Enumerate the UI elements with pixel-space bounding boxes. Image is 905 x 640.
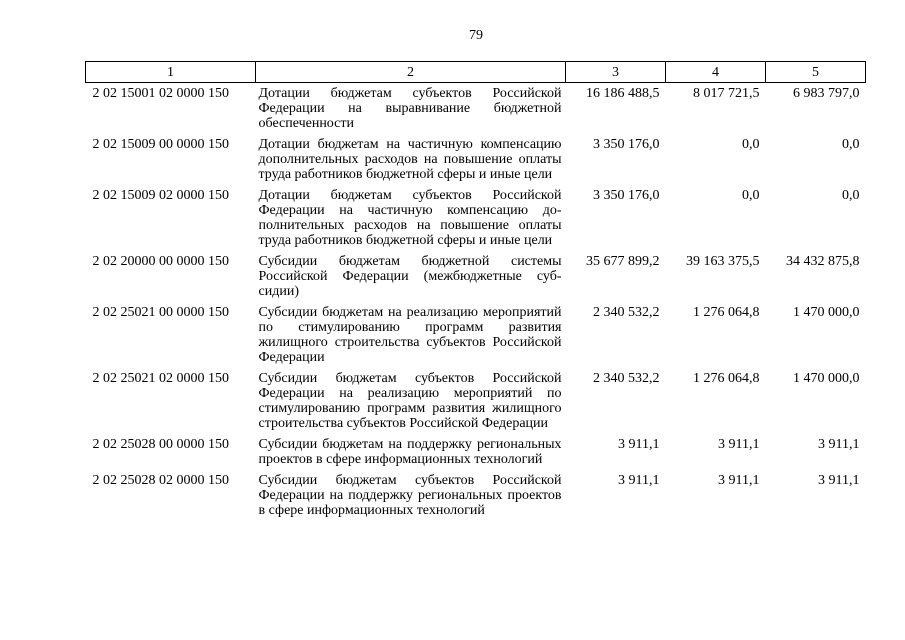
column-header-3: 3	[566, 62, 666, 83]
table-row	[86, 368, 866, 434]
income-name: Дотации бюджетам на частичную компенсацию дополнительных расходов на повышение оплаты труда работников бюджетной сферы и иные цели	[258, 137, 562, 182]
table-row	[86, 251, 866, 302]
income-name: Субсидии бюджетам бюджетной системы Российской Федерации (межбюджетные субсидии)	[258, 254, 562, 299]
table-row	[86, 470, 866, 521]
amount-col-4: 0,0	[742, 188, 760, 203]
amount-col-3: 2 340 532,2	[593, 305, 660, 320]
income-name: Субсидии бюджетам субъектов Российской Федерации на поддержку региональных проектов в сфере информационных технологий	[258, 473, 562, 518]
budget-code: 2 02 25028 00 0000 150	[92, 437, 229, 452]
table-header-row	[86, 62, 866, 83]
amount-col-3: 3 911,1	[618, 437, 660, 452]
income-name: Дотации бюджетам субъектов Российской Федерации на частичную компенсацию дополнительных расходов на повышение оплаты труда работников бюджетной сферы и иные цели	[258, 188, 562, 248]
amount-col-5: 3 911,1	[818, 437, 860, 452]
amount-col-4: 0,0	[742, 137, 760, 152]
amount-col-4: 39 163 375,5	[686, 254, 760, 269]
table-row	[86, 83, 866, 135]
amount-col-4: 1 276 064,8	[693, 305, 760, 320]
column-header-2: 2	[256, 62, 566, 83]
amount-col-5: 0,0	[842, 188, 860, 203]
amount-col-3: 3 350 176,0	[593, 188, 660, 203]
table-row	[86, 434, 866, 470]
amount-col-4: 3 911,1	[718, 437, 760, 452]
budget-code: 2 02 15009 02 0000 150	[92, 188, 229, 203]
column-header-5: 5	[766, 62, 866, 83]
income-name: Субсидии бюджетам на реализацию мероприятий по стимулированию программ развития жилищного строительства субъектов Российской Федерации	[258, 305, 562, 365]
table-row	[86, 185, 866, 251]
budget-code: 2 02 25021 00 0000 150	[92, 305, 229, 320]
amount-col-5: 34 432 875,8	[786, 254, 860, 269]
budget-code: 2 02 25021 02 0000 150	[92, 371, 229, 386]
amount-col-3: 35 677 899,2	[586, 254, 660, 269]
amount-col-5: 0,0	[842, 137, 860, 152]
income-name: Субсидии бюджетам на поддержку региональных проектов в сфере информационных технологий	[258, 437, 562, 467]
column-header-4: 4	[666, 62, 766, 83]
page-number: 79	[469, 28, 483, 43]
amount-col-5: 1 470 000,0	[793, 371, 860, 386]
amount-col-5: 1 470 000,0	[793, 305, 860, 320]
amount-col-5: 6 983 797,0	[793, 86, 860, 101]
table-row	[86, 134, 866, 185]
table-row	[86, 302, 866, 368]
amount-col-3: 3 911,1	[618, 473, 660, 488]
amount-col-5: 3 911,1	[818, 473, 860, 488]
amount-col-4: 3 911,1	[718, 473, 760, 488]
income-name: Субсидии бюджетам субъектов Российской Федерации на реализацию мероприятий по стимулированию программ развития жилищного строительства субъектов Российской Федерации	[258, 371, 562, 431]
amount-col-4: 8 017 721,5	[693, 86, 760, 101]
amount-col-3: 16 186 488,5	[586, 86, 660, 101]
budget-table	[85, 61, 866, 521]
income-name: Дотации бюджетам субъектов Российской Федерации на выравнивание бюджетной обеспеченности	[258, 86, 562, 131]
budget-code: 2 02 15009 00 0000 150	[92, 137, 229, 152]
amount-col-3: 3 350 176,0	[593, 137, 660, 152]
budget-code: 2 02 15001 02 0000 150	[92, 86, 229, 101]
column-header-1: 1	[86, 62, 256, 83]
amount-col-3: 2 340 532,2	[593, 371, 660, 386]
budget-code: 2 02 20000 00 0000 150	[92, 254, 229, 269]
budget-code: 2 02 25028 02 0000 150	[92, 473, 229, 488]
amount-col-4: 1 276 064,8	[693, 371, 760, 386]
